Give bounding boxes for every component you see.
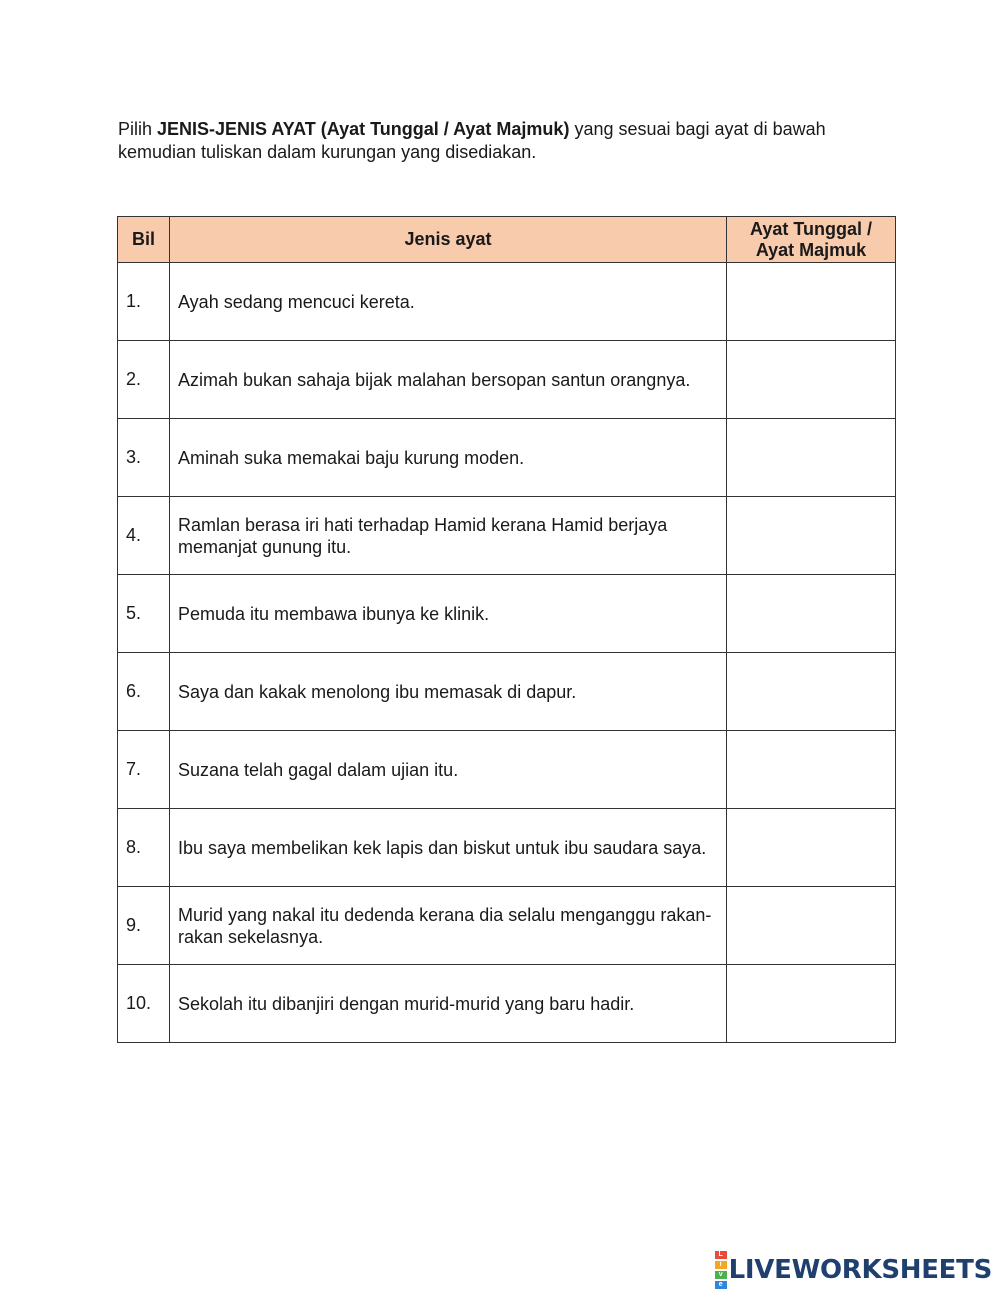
header-answer-line1: Ayat Tunggal / xyxy=(749,218,872,239)
answer-input[interactable] xyxy=(727,730,899,809)
header-bil: Bil xyxy=(118,217,170,263)
instructions-suffix: yang sesuai bagi ayat di bawah kemudian tuliskan dalam kurungan yang disediakan. xyxy=(118,119,826,162)
row-sentence: Sekolah itu dibanjiri dengan murid-murid yang baru hadir. xyxy=(170,965,727,1043)
row-number: 5. xyxy=(118,575,170,653)
table-row xyxy=(118,809,896,887)
answer-input[interactable] xyxy=(727,496,899,575)
row-number: 8. xyxy=(118,809,170,887)
table-row xyxy=(118,341,896,419)
answer-input[interactable] xyxy=(727,262,899,341)
liveworksheets-brand xyxy=(715,1251,992,1288)
table-row xyxy=(118,497,896,575)
header-answer-line2: Ayat Majmuk xyxy=(755,239,867,260)
liveworksheets-logo-icon xyxy=(715,1250,727,1290)
answer-cell xyxy=(727,419,896,497)
table-row xyxy=(118,263,896,341)
table-row xyxy=(118,731,896,809)
row-sentence: Suzana telah gagal dalam ujian itu. xyxy=(170,731,727,809)
answer-cell xyxy=(727,575,896,653)
row-number: 10. xyxy=(118,965,170,1043)
answer-cell xyxy=(727,653,896,731)
answer-cell xyxy=(727,731,896,809)
row-number: 7. xyxy=(118,731,170,809)
answer-cell xyxy=(727,965,896,1043)
logo-block: v xyxy=(715,1271,727,1279)
logo-block: L xyxy=(715,1251,727,1259)
answer-input[interactable] xyxy=(727,808,899,887)
instructions-prefix: Pilih xyxy=(118,119,158,139)
instructions-emphasis: JENIS-JENIS AYAT (Ayat Tunggal / Ayat Majmuk) xyxy=(157,119,570,139)
row-sentence: Ibu saya membelikan kek lapis dan biskut untuk ibu saudara saya. xyxy=(170,809,727,887)
answer-input[interactable] xyxy=(727,886,899,965)
table-row xyxy=(118,887,896,965)
answer-cell xyxy=(727,887,896,965)
answer-cell xyxy=(727,341,896,419)
row-sentence: Azimah bukan sahaja bijak malahan bersopan santun orangnya. xyxy=(170,341,727,419)
table-row xyxy=(118,575,896,653)
answer-input[interactable] xyxy=(727,418,899,497)
row-number: 9. xyxy=(118,887,170,965)
row-number: 2. xyxy=(118,341,170,419)
answer-input[interactable] xyxy=(727,964,899,1043)
header-answer xyxy=(727,217,896,263)
table-row xyxy=(118,965,896,1043)
logo-block: i xyxy=(715,1261,727,1269)
row-number: 3. xyxy=(118,419,170,497)
row-sentence: Ayah sedang mencuci kereta. xyxy=(170,263,727,341)
worksheet-table xyxy=(117,216,896,1043)
row-sentence: Murid yang nakal itu dedenda kerana dia selalu menganggu rakan-rakan sekelasnya. xyxy=(170,887,727,965)
table-row xyxy=(118,419,896,497)
table-row xyxy=(118,653,896,731)
row-sentence: Saya dan kakak menolong ibu memasak di dapur. xyxy=(170,653,727,731)
header-jenis-ayat: Jenis ayat xyxy=(170,217,727,263)
answer-cell xyxy=(727,497,896,575)
answer-input[interactable] xyxy=(727,574,899,653)
table-header-row xyxy=(118,217,896,263)
row-number: 4. xyxy=(118,497,170,575)
row-number: 1. xyxy=(118,263,170,341)
answer-input[interactable] xyxy=(727,340,899,419)
answer-cell xyxy=(727,263,896,341)
instructions-text xyxy=(118,118,858,164)
logo-block: e xyxy=(715,1281,727,1289)
row-sentence: Pemuda itu membawa ibunya ke klinik. xyxy=(170,575,727,653)
row-sentence: Aminah suka memakai baju kurung moden. xyxy=(170,419,727,497)
answer-input[interactable] xyxy=(727,652,899,731)
brand-name: LIVEWORKSHEETS xyxy=(728,1255,992,1285)
row-number: 6. xyxy=(118,653,170,731)
answer-cell xyxy=(727,809,896,887)
row-sentence: Ramlan berasa iri hati terhadap Hamid kerana Hamid berjaya memanjat gunung itu. xyxy=(170,497,727,575)
